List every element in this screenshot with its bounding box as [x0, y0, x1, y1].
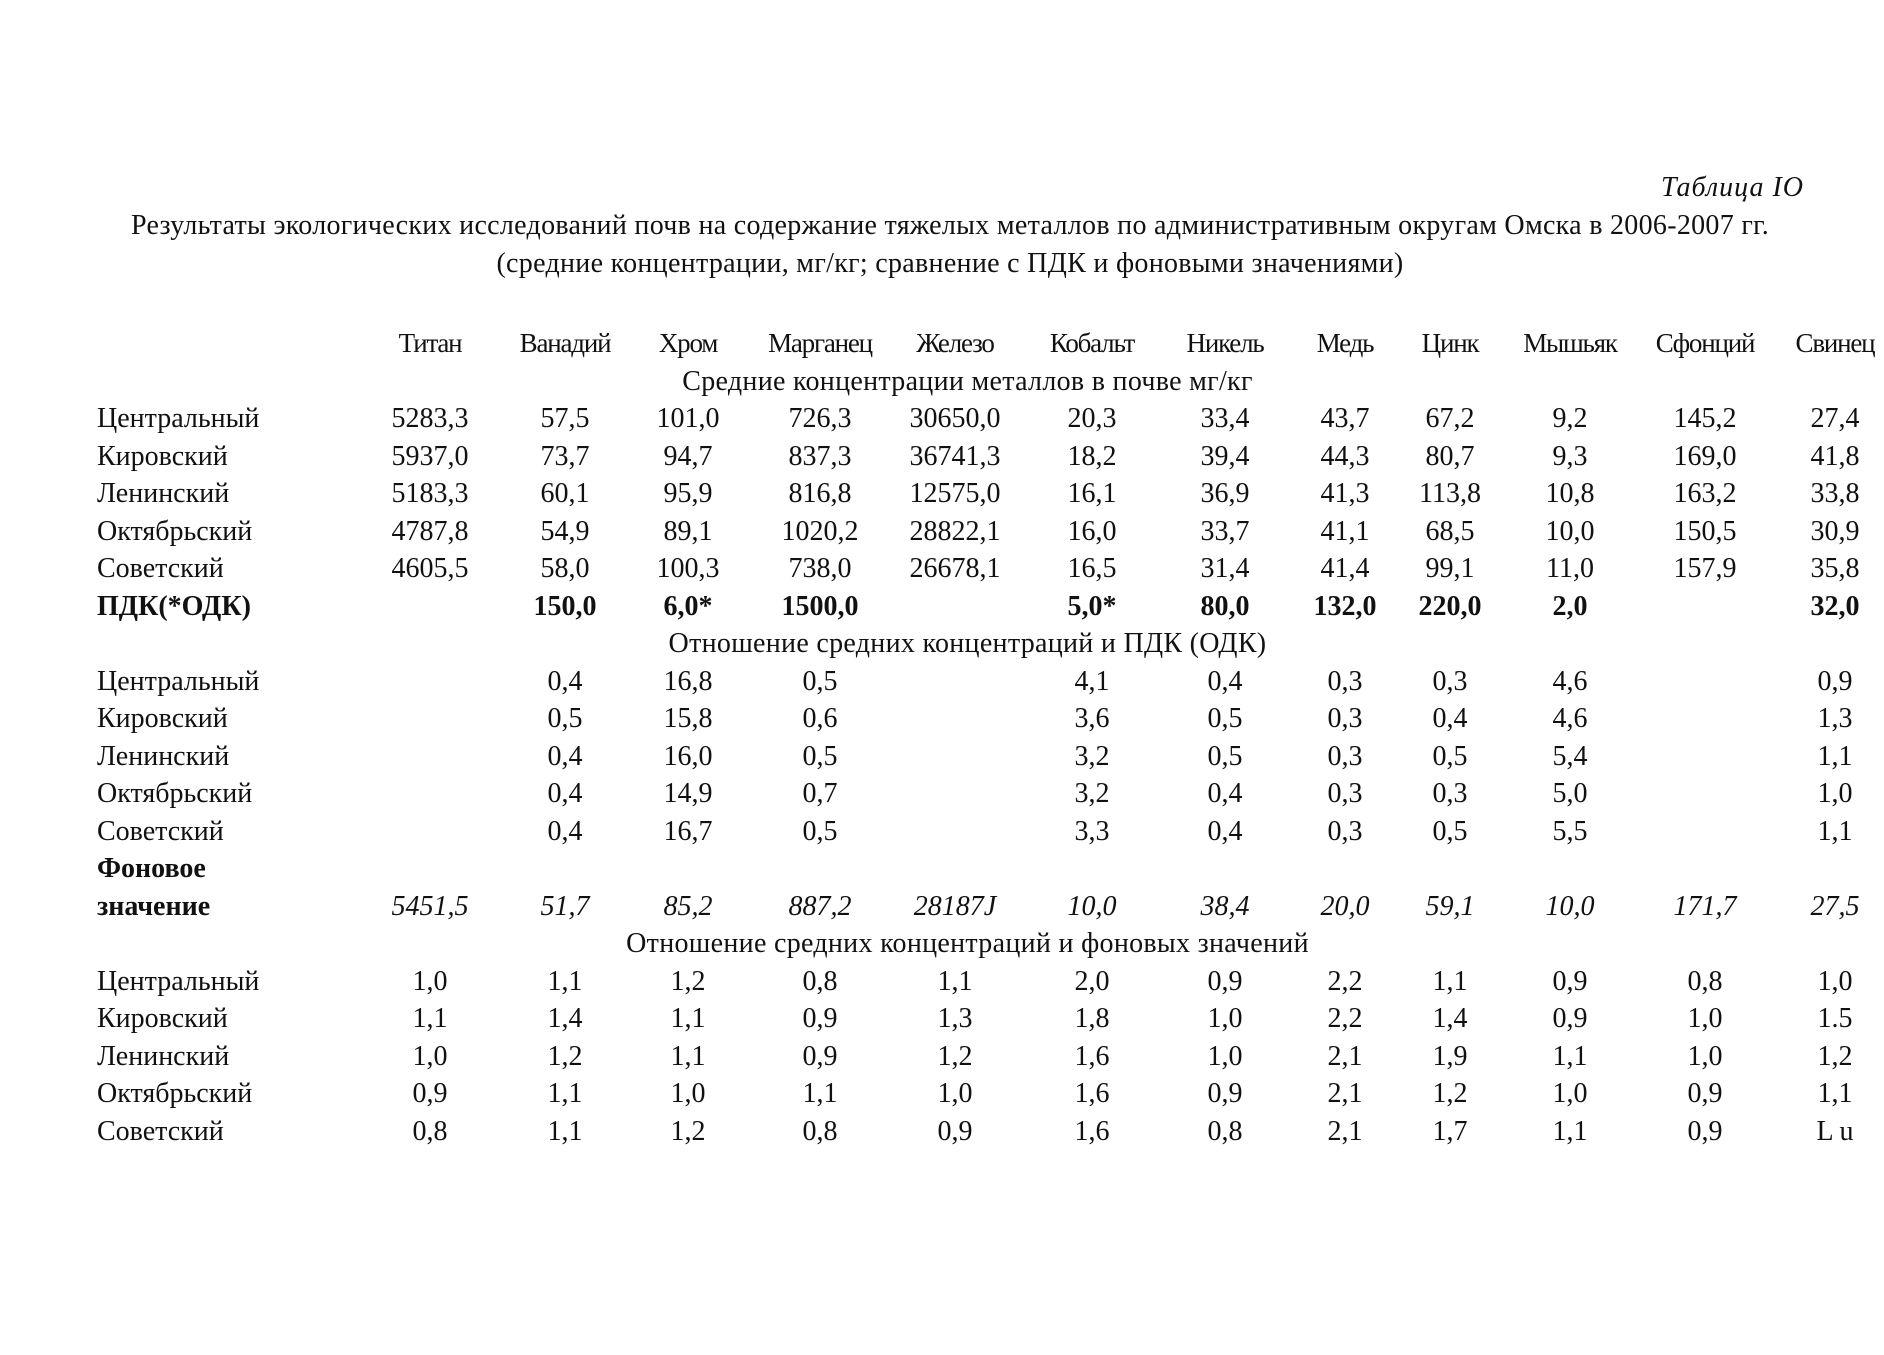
table-cell: 163,2 [1673, 478, 1737, 509]
column-header-row [95, 325, 1875, 363]
background-ratio-group [95, 963, 1854, 1151]
table-cell: 169,0 [1673, 440, 1737, 472]
table-cell: 2,1 [1327, 1040, 1363, 1072]
column-header: Хром [658, 328, 718, 358]
metals-table [95, 325, 1875, 1150]
table-cell: 16,5 [1067, 553, 1117, 584]
table-cell: 1,3 [1817, 703, 1853, 734]
district-label: Ленинский [97, 1040, 230, 1072]
table-cell: 16,0 [1067, 515, 1117, 547]
table-cell: 1,2 [670, 1115, 706, 1147]
table-cell: 726,3 [788, 403, 852, 434]
table-cell: 12575,0 [909, 478, 1001, 509]
table-cell: 95,9 [663, 478, 713, 509]
table-row [95, 775, 1853, 813]
table-cell: 1020,2 [781, 515, 859, 547]
table-cell: 100,3 [656, 553, 720, 584]
table-row [95, 1075, 1853, 1113]
table-cell: 887,2 [788, 890, 852, 922]
table-cell: 1500,0 [781, 590, 859, 622]
table-cell: 0,5 [1207, 703, 1243, 734]
table-cell: 14,9 [663, 778, 713, 809]
table-cell: 0,9 [1207, 1078, 1243, 1109]
table-cell: 67,2 [1425, 403, 1475, 434]
table-cell: 38,4 [1200, 890, 1250, 922]
table-cell: 85,2 [663, 890, 713, 922]
table-cell: 0,6 [802, 703, 838, 734]
district-label: Октябрьский [97, 778, 253, 809]
table-cell: 3,2 [1074, 740, 1110, 772]
table-cell: 9,3 [1552, 440, 1588, 472]
table-cell: 10,0 [1545, 890, 1595, 922]
background-label-line1: Фоновое [97, 853, 206, 884]
table-cell: 0,5 [1432, 815, 1468, 847]
table-cell: 41,3 [1320, 478, 1370, 509]
district-label: Кировский [97, 703, 228, 734]
table-cell: 1,1 [1817, 740, 1853, 772]
table-cell: 0,5 [1207, 740, 1243, 772]
table-cell: 1,2 [547, 1040, 583, 1072]
table-cell: 41,4 [1320, 553, 1370, 584]
table-cell: 18,2 [1067, 440, 1117, 472]
table-cell: 0,9 [802, 1040, 838, 1072]
district-label: Центральный [97, 403, 260, 434]
table-cell: 20,3 [1067, 403, 1117, 434]
table-cell: 51,7 [540, 890, 590, 922]
table-cell: 220,0 [1418, 590, 1482, 622]
table-cell: 5,5 [1552, 815, 1588, 847]
table-cell: 101,0 [656, 403, 720, 434]
table-cell: 4,1 [1074, 665, 1110, 697]
table-cell: 5,4 [1552, 740, 1588, 772]
table-cell: 16,0 [663, 740, 713, 772]
table-cell: 3,2 [1074, 778, 1110, 809]
column-header: Ванадий [519, 328, 611, 358]
concentrations-group [95, 400, 1860, 588]
table-cell: 0,9 [412, 1078, 448, 1109]
table-cell: 1,6 [1074, 1078, 1110, 1109]
table-cell: 1,0 [1817, 965, 1853, 997]
table-cell: 150,5 [1673, 515, 1737, 547]
table-cell: 26678,1 [909, 553, 1001, 584]
district-label: Центральный [97, 665, 260, 697]
district-label: Советский [97, 815, 224, 847]
table-cell: 0,4 [547, 740, 583, 772]
table-cell: 1,1 [802, 1078, 838, 1109]
table-number-label: Таблица IO [1660, 172, 1804, 203]
column-header: Свинец [1795, 328, 1875, 358]
table-cell: 1,2 [670, 965, 706, 997]
table-cell: 10,0 [1067, 890, 1117, 922]
table-cell: 68,5 [1425, 515, 1475, 547]
table-cell: 0,9 [802, 1003, 838, 1034]
table-cell: 0,9 [1687, 1115, 1723, 1147]
document-title: Результаты экологических исследований почв на содержание тяжелых металлов по административным округам Омска в 2006-2007 гг. (средние концентрации, мг/кг; сравнение с ПДК и фоновыми значениями) [130, 210, 1770, 279]
table-cell: 0,8 [1687, 965, 1723, 997]
table-cell: 0,4 [1207, 815, 1243, 847]
table-cell: 0,4 [547, 778, 583, 809]
background-row [95, 888, 1860, 926]
table-cell: 1,1 [1817, 1078, 1853, 1109]
table-cell: 2,0 [1074, 965, 1110, 997]
district-label: Октябрьский [97, 1078, 253, 1109]
column-header: Кобальт [1049, 328, 1135, 358]
table-cell: 1,0 [670, 1078, 706, 1109]
table-cell: 1,1 [670, 1040, 706, 1072]
table-cell: 0,5 [547, 703, 583, 734]
table-cell: 16,8 [663, 665, 713, 697]
table-cell: 43,7 [1320, 403, 1370, 434]
table-cell: 150,0 [533, 590, 597, 622]
table-cell: 5451,5 [391, 890, 469, 922]
table-row [95, 700, 1853, 738]
table-cell: 60,1 [540, 478, 590, 509]
table-cell: 0,3 [1432, 665, 1468, 697]
table-cell: 28187J [913, 890, 997, 922]
table-cell: 33,4 [1200, 403, 1250, 434]
table-cell: 59,1 [1425, 890, 1475, 922]
table-cell: 39,4 [1200, 440, 1250, 472]
table-cell: 0,9 [1817, 665, 1853, 697]
table-cell: 0,9 [1687, 1078, 1723, 1109]
table-cell: 0,5 [802, 665, 838, 697]
table-cell: 57,5 [540, 403, 590, 434]
table-cell: 4787,8 [391, 515, 469, 547]
district-label: Ленинский [97, 478, 230, 509]
column-header: Мышьяк [1523, 328, 1617, 358]
table-cell: 1,6 [1074, 1115, 1110, 1147]
table-cell: 1,0 [412, 965, 448, 997]
table-cell: 1,3 [937, 1003, 973, 1034]
table-cell: 80,7 [1425, 440, 1475, 472]
table-cell: 3,6 [1074, 703, 1110, 734]
column-header: Марганец [768, 328, 872, 358]
table-cell: 0,4 [547, 815, 583, 847]
table-cell: 94,7 [663, 440, 713, 472]
table-cell: 20,0 [1320, 890, 1370, 922]
table-cell: 54,9 [540, 515, 590, 547]
column-header: Сфонций [1655, 328, 1755, 358]
table-row [95, 1038, 1853, 1076]
table-cell: 89,1 [663, 515, 713, 547]
table-cell: 4,6 [1552, 703, 1588, 734]
table-cell: 1,4 [547, 1003, 583, 1034]
table-cell: 2,0 [1552, 590, 1588, 622]
table-cell: 99,1 [1425, 553, 1475, 584]
table-row [95, 1113, 1854, 1151]
table-cell: 0,3 [1432, 778, 1468, 809]
column-header: Титан [398, 328, 462, 358]
table-cell: 1,4 [1432, 1003, 1468, 1034]
table-cell: 1,1 [547, 1115, 583, 1147]
table-cell: 58,0 [540, 553, 590, 584]
table-row [95, 438, 1860, 476]
table-cell: 16,7 [663, 815, 713, 847]
table-cell: 0,5 [1432, 740, 1468, 772]
table-cell: 0,3 [1327, 815, 1363, 847]
table-cell: 30,9 [1810, 515, 1860, 547]
table-cell: 27,4 [1810, 403, 1860, 434]
table-cell: 0,8 [802, 965, 838, 997]
table-cell: 1.5 [1817, 1003, 1853, 1034]
table-cell: 1,0 [1687, 1040, 1723, 1072]
table-cell: 2,1 [1327, 1115, 1363, 1147]
table-cell: 816,8 [788, 478, 852, 509]
district-label: Октябрьский [97, 515, 253, 547]
table-cell: 0,4 [547, 665, 583, 697]
table-cell: 0,7 [802, 778, 838, 809]
table-cell: 27,5 [1810, 890, 1860, 922]
table-cell: 0,8 [1207, 1115, 1243, 1147]
table-cell: 1,6 [1074, 1040, 1110, 1072]
table-row [95, 400, 1860, 438]
table-cell: 3,3 [1074, 815, 1110, 847]
table-cell: 0,5 [802, 815, 838, 847]
pdk-row [95, 588, 1860, 626]
table-row [95, 663, 1853, 701]
table-cell: 0,3 [1327, 778, 1363, 809]
table-cell: 1,0 [1207, 1003, 1243, 1034]
table-cell: 0,9 [1207, 965, 1243, 997]
table-cell: 1,1 [547, 1078, 583, 1109]
table-cell: 5183,3 [391, 478, 469, 509]
section-title-background-ratio: Отношение средних концентраций и фоновых значений [626, 928, 1309, 959]
table-cell: 0,8 [412, 1115, 448, 1147]
table-cell: 10,8 [1545, 478, 1595, 509]
column-header: Железо [916, 328, 994, 358]
table-cell: 4605,5 [391, 553, 469, 584]
table-cell: 157,9 [1673, 553, 1737, 584]
background-label: значение [97, 890, 211, 922]
table-row [95, 513, 1860, 551]
district-label: Советский [97, 553, 224, 584]
table-cell: 0,4 [1432, 703, 1468, 734]
table-row [95, 813, 1853, 851]
table-cell: 0,4 [1207, 778, 1243, 809]
table-cell: 73,7 [540, 440, 590, 472]
table-row [95, 738, 1853, 776]
table-cell: 1,7 [1432, 1115, 1468, 1147]
table-cell: 2,1 [1327, 1078, 1363, 1109]
pdk-ratio-group [95, 663, 1853, 851]
table-cell: 31,4 [1200, 553, 1250, 584]
table-cell: 32,0 [1810, 590, 1860, 622]
table-cell: 41,1 [1320, 515, 1370, 547]
table-cell: 1,8 [1074, 1003, 1110, 1034]
table-cell: 4,6 [1552, 665, 1588, 697]
table-cell: 15,8 [663, 703, 713, 734]
table-cell: 0,3 [1327, 740, 1363, 772]
table-cell: L u [1816, 1115, 1854, 1147]
table-cell: 132,0 [1313, 590, 1377, 622]
table-cell: 5283,3 [391, 403, 469, 434]
table-cell: 0,4 [1207, 665, 1243, 697]
table-cell: 33,8 [1810, 478, 1860, 509]
table-cell: 0,9 [1552, 1003, 1588, 1034]
district-label: Центральный [97, 965, 260, 997]
table-cell: 1,0 [1687, 1003, 1723, 1034]
table-cell: 1,1 [1552, 1115, 1588, 1147]
table-cell: 0,9 [937, 1115, 973, 1147]
table-cell: 1,9 [1432, 1040, 1468, 1072]
table-row [95, 1000, 1853, 1038]
table-cell: 2,2 [1327, 1003, 1363, 1034]
table-cell: 1,1 [1432, 965, 1468, 997]
table-cell: 1,1 [937, 965, 973, 997]
table-cell: 0,9 [1552, 965, 1588, 997]
district-label: Кировский [97, 1003, 228, 1034]
table-cell: 1,2 [1432, 1078, 1468, 1109]
section-title-concentrations: Средние концентрации металлов в почве мг/кг [682, 365, 1253, 397]
pdk-label: ПДК(*ОДК) [97, 590, 251, 622]
table-cell: 0,3 [1327, 665, 1363, 697]
table-cell: 1,1 [1552, 1040, 1588, 1072]
table-cell: 1,1 [412, 1003, 448, 1034]
table-cell: 1,1 [670, 1003, 706, 1034]
table-row [95, 475, 1860, 513]
district-label: Советский [97, 1115, 224, 1147]
section-title-pdk-ratio: Отношение средних концентраций и ПДК (ОДК) [668, 628, 1267, 659]
table-cell: 5,0 [1552, 778, 1588, 809]
table-cell: 36741,3 [909, 440, 1001, 472]
table-cell: 41,8 [1810, 440, 1860, 472]
table-cell: 738,0 [788, 553, 852, 584]
table-cell: 6,0* [663, 590, 713, 622]
table-cell: 1,0 [1552, 1078, 1588, 1109]
table-cell: 9,2 [1552, 403, 1588, 434]
table-cell: 113,8 [1419, 478, 1481, 509]
table-cell: 1,0 [1817, 778, 1853, 809]
district-label: Ленинский [97, 740, 230, 772]
background-label-row [95, 850, 1840, 888]
table-cell: 145,2 [1673, 403, 1737, 434]
column-header: Медь [1316, 328, 1374, 358]
table-row [95, 963, 1853, 1001]
table-cell: 33,7 [1200, 515, 1250, 547]
table-cell: 837,3 [788, 440, 852, 472]
column-header: Цинк [1421, 328, 1479, 358]
table-cell: 0,5 [802, 740, 838, 772]
district-label: Кировский [97, 440, 228, 472]
table-cell: 2,2 [1327, 965, 1363, 997]
table-cell: 1,1 [1817, 815, 1853, 847]
table-cell: 1,0 [937, 1078, 973, 1109]
table-cell: 1,2 [1817, 1040, 1853, 1072]
table-cell: 171,7 [1673, 890, 1737, 922]
table-cell: 1,0 [1207, 1040, 1243, 1072]
table-cell: 35,8 [1810, 553, 1860, 584]
table-cell: 0,8 [802, 1115, 838, 1147]
table-cell: 1,1 [547, 965, 583, 997]
table-cell: 0,3 [1327, 703, 1363, 734]
table-cell: 36,9 [1200, 478, 1250, 509]
table-cell: 5,0* [1067, 590, 1117, 622]
table-cell: 80,0 [1200, 590, 1250, 622]
table-cell: 44,3 [1320, 440, 1370, 472]
table-cell: 30650,0 [909, 403, 1001, 434]
table-cell: 1,2 [937, 1040, 973, 1072]
column-header: Никель [1186, 328, 1264, 358]
table-cell: 11,0 [1546, 553, 1594, 584]
table-cell: 10,0 [1545, 515, 1595, 547]
table-cell: 1,0 [412, 1040, 448, 1072]
table-cell: 16,1 [1067, 478, 1117, 509]
table-cell: 28822,1 [909, 515, 1001, 547]
table-row [95, 550, 1860, 588]
table-cell: 5937,0 [391, 440, 469, 472]
